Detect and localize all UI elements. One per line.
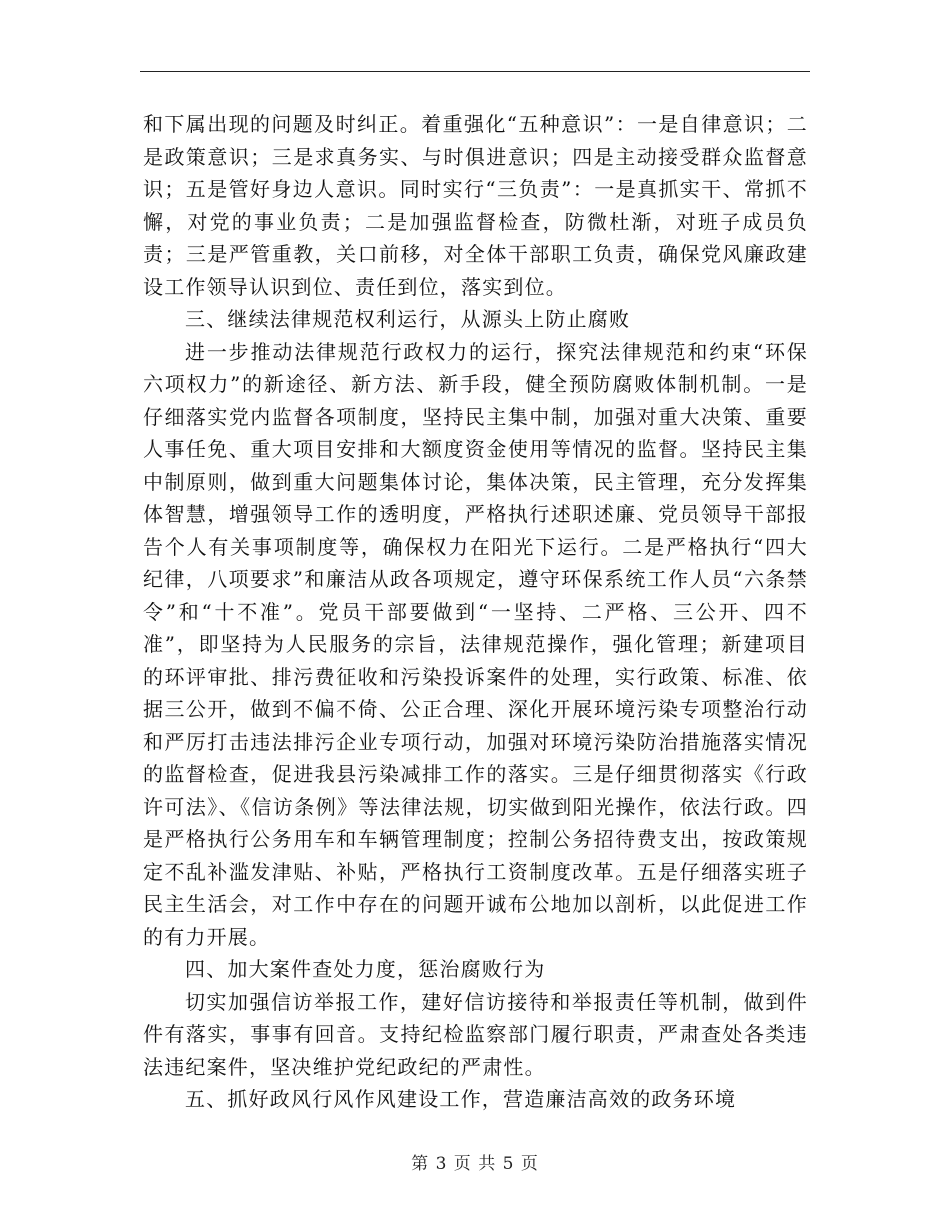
header-rule	[140, 71, 810, 72]
section-heading-3: 三、继续法律规范权利运行，从源头上防止腐败	[185, 307, 631, 331]
paragraph-3: 切实加强信访举报工作，建好信访接待和举报责任等机制，做到件件有落实，事事有回音。支持纪检监察部门履行职责，严肃查处各类违法违纪案件，坚决维护党纪政纪的严肃性。	[143, 989, 808, 1079]
section-heading-5: 五、抓好政风行风作风建设工作，营造廉洁高效的政务环境	[185, 1087, 737, 1111]
page-number-footer: 第 3 页 共 5 页	[411, 1154, 539, 1174]
document-body	[143, 108, 808, 1116]
paragraph-1: 和下属出现的问题及时纠正。着重强化“五种意识”：一是自律意识；二是政策意识；三是求真务实、与时俱进意识；四是主动接受群众监督意识；五是管好身边人意识。同时实行“三负责”：一是真抓实干、常抓不懈，对党的事业负责；二是加强监督检查，防微杜渐，对班子成员负责；三是严管重教，关口前移，对全体干部职工负责，确保党风廉政建设工作领导认识到位、责任到位，落实到位。	[143, 112, 808, 299]
paragraph-2: 进一步推动法律规范行政权力的运行，探究法律规范和约束“环保六项权力”的新途径、新方法、新手段，健全预防腐败体制机制。一是仔细落实党内监督各项制度，坚持民主集中制，加强对重大决策、重要人事任免、重大项目安排和大额度资金使用等情况的监督。坚持民主集中制原则，做到重大问题集体讨论，集体决策，民主管理，充分发挥集体智慧，增强领导工作的透明度，严格执行述职述廉、党员领导干部报告个人有关事项制度等，确保权力在阳光下运行。二是严格执行“四大纪律，八项要求”和廉洁从政各项规定，遵守环保系统工作人员“六条禁令”和“十不准”。党员干部要做到“一坚持、二严格、三公开、四不准”，即坚持为人民服务的宗旨，法律规范操作，强化管理；新建项目的环评审批、排污费征收和污染投诉案件的处理，实行政策、标准、依据三公开，做到不偏不倚、公正合理、深化开展环境污染专项整治行动和严厉打击违法排污企业专项行动，加强对环境污染防治措施落实情况的监督检查，促进我县污染减排工作的落实。三是仔细贯彻落实《行政许可法》、《信访条例》等法律法规，切实做到阳光操作，依法行政。四是严格执行公务用车和车辆管理制度；控制公务招待费支出，按政策规定不乱补滥发津贴、补贴，严格执行工资制度改革。五是仔细落实班子民主生活会，对工作中存在的问题开诚布公地加以剖析，以此促进工作的有力开展。	[143, 339, 808, 949]
section-heading-4: 四、加大案件查处力度，惩治腐败行为	[185, 957, 546, 981]
